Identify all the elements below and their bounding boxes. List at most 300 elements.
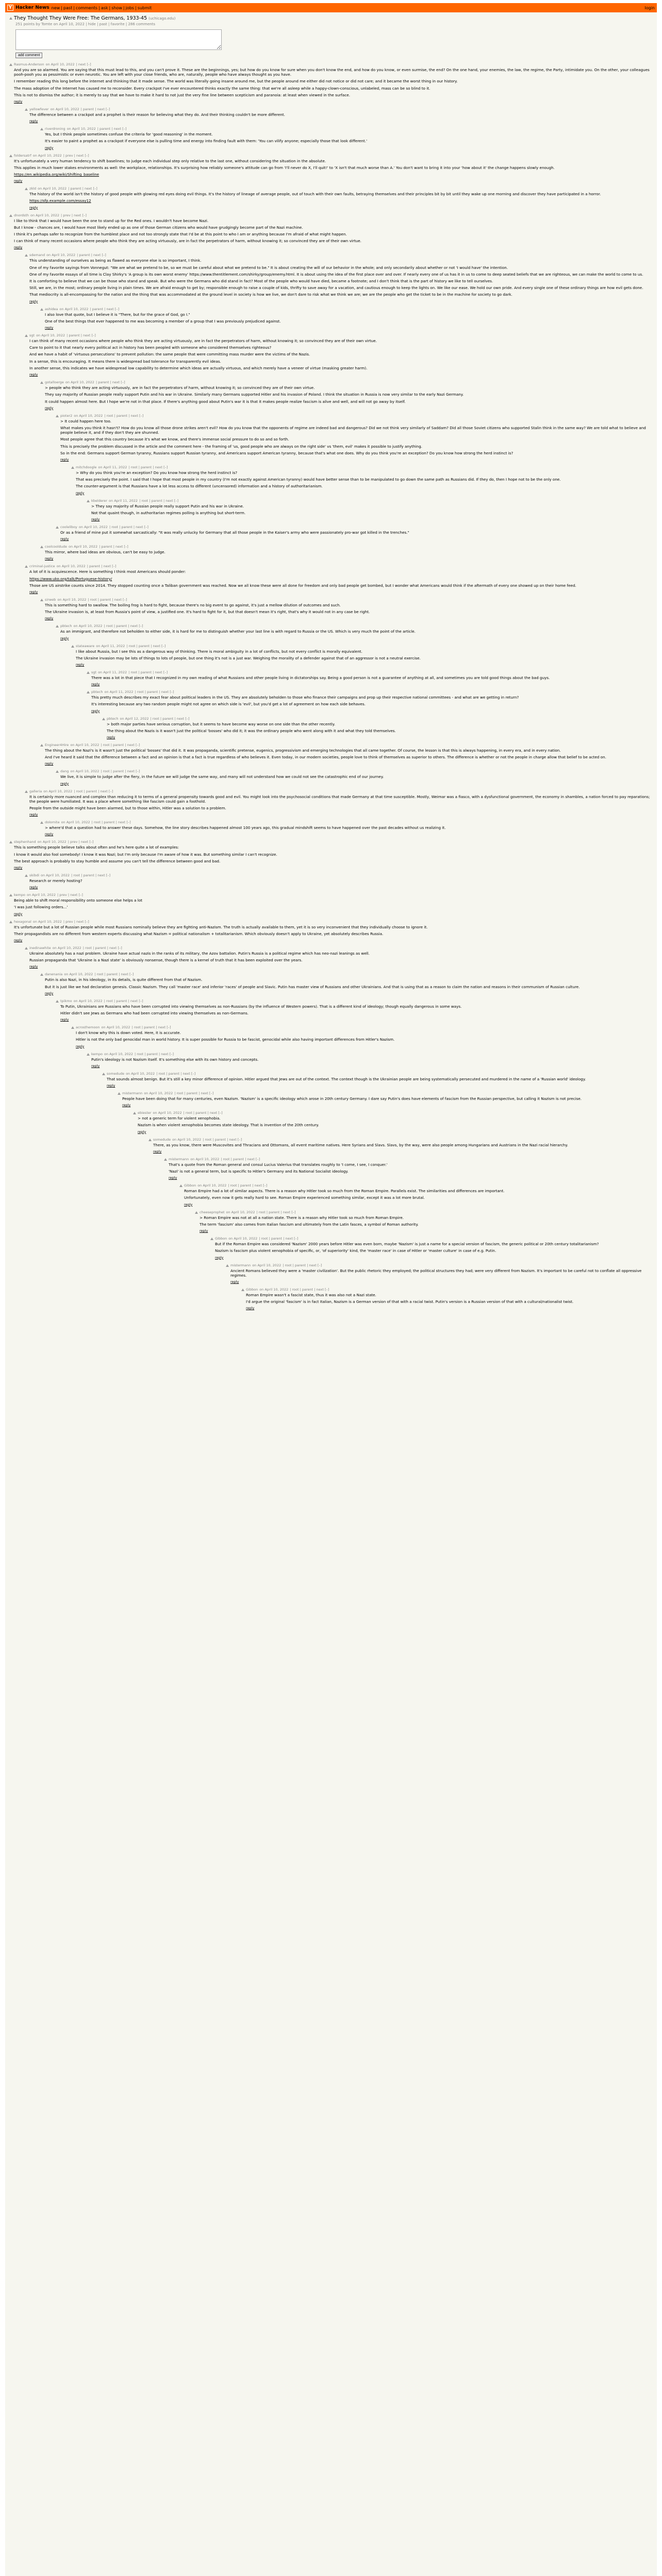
comment — [9, 893, 653, 916]
comment-nav[interactable]: | prev | next [–] — [63, 919, 89, 924]
comment-age[interactable]: on April 10, 2022 — [65, 380, 94, 385]
upvote-icon[interactable] — [195, 1211, 198, 1214]
reply-link[interactable]: reply — [45, 616, 54, 621]
comment-user[interactable]: zkld — [29, 187, 37, 191]
reply-link[interactable]: reply — [138, 1129, 146, 1134]
comment-age[interactable]: on April 10, 2022 — [70, 769, 100, 774]
comment-nav[interactable]: | prev | next [–] — [68, 840, 94, 844]
reply-link[interactable]: reply — [45, 991, 54, 995]
comment-nav[interactable]: | parent | next [–] — [99, 545, 128, 549]
comment-paragraph: It is comforting to believe that we can be those who stand and speak. But who were the Germans who did stand in fact? Most of the people who would have died, became a footnote; and I don't think that is the part of history we like to tell ourselves. — [29, 279, 493, 284]
comment-body — [56, 629, 653, 634]
comment-paragraph: I'd argue the original 'fascism' is in fact Italian, Nazism is a German version of that with a racial twist. Putin's version is a Russian version of that with a cultural/nationalist twist. — [246, 1299, 574, 1304]
comment-paragraph: Most people agree that this country because it's what we know, and there's immense social pressure to do so and so forth. — [60, 437, 289, 442]
comment-nav[interactable]: | root | parent | next [–] — [104, 624, 143, 629]
comment-age[interactable]: on April 10, 2022 — [45, 62, 75, 66]
upvote-icon[interactable] — [71, 645, 74, 648]
nav-link-ask[interactable]: ask — [101, 5, 108, 10]
comment-age[interactable]: on April 10, 2022 — [43, 789, 73, 793]
comment-paragraph: > Roman Empire was not at all a nation state. There is a reason why Hitler took so much from Roman Empire. — [200, 1215, 404, 1220]
reply-link[interactable]: reply — [91, 708, 100, 713]
reply-link[interactable]: reply — [45, 556, 54, 561]
reply-link[interactable]: reply — [14, 911, 23, 916]
comment-nav[interactable]: | root | parent | next [–] — [259, 1236, 299, 1241]
comment-paragraph: Nazism is when violent xenophobia becomes state ideology. That is invention of the 20th century. — [138, 1123, 319, 1128]
reply-link[interactable]: reply — [200, 1229, 208, 1233]
comment-age[interactable]: on April 12, 2022 — [120, 716, 149, 721]
comment-nav[interactable]: | root | parent | next [–] — [104, 413, 144, 418]
comment-age[interactable]: on April 10, 2022 — [30, 213, 59, 217]
comment-nav[interactable]: | parent | next [–] — [87, 564, 117, 569]
upvote-icon[interactable] — [40, 545, 43, 548]
upvote-icon[interactable] — [25, 334, 28, 337]
nav-link-new[interactable]: new — [51, 5, 60, 10]
comment-age[interactable]: on April 10, 2022 — [38, 187, 67, 191]
reply-link[interactable]: reply — [29, 372, 38, 377]
comment-link[interactable]: https://sfp.example.com/essay12 — [29, 198, 91, 204]
reply-link[interactable]: reply — [14, 938, 23, 943]
upvote-icon[interactable] — [56, 999, 59, 1003]
comment-age[interactable]: on April 10, 2022 — [126, 1071, 155, 1076]
comment-age[interactable]: on April 10, 2022 — [56, 564, 86, 569]
comment-user[interactable]: ebiester — [138, 1111, 152, 1115]
comment-paragraph: One of my favorite sayings from Vonnegut: "We are what we pretend to be, so we must be careful about what we pretend to be." It is about creating the will of our behavior in the whole; and only secondarily about whether or not 'I would have' the intention. — [29, 265, 508, 270]
upvote-icon[interactable] — [87, 499, 90, 502]
comment-nav[interactable]: | root | parent | next [–] — [128, 670, 168, 674]
comment-paragraph: There was a lot in that piece that I recognized in my own reading of what Russians and other people living in dictatorships say. Being a good person is not a guarantee of anything at all, and sometimes you are told good things about the bad guys. — [91, 675, 550, 680]
comment — [148, 1138, 653, 1154]
comment-age[interactable]: on April 11, 2022 — [104, 690, 134, 694]
comment-body — [9, 218, 653, 244]
comment-user[interactable]: dolomite — [45, 820, 60, 825]
comment-user[interactable]: acrosthemoon — [76, 1025, 100, 1030]
comment-age[interactable]: on April 10, 2022 — [37, 840, 67, 844]
comment-body — [25, 794, 653, 811]
comment-body — [25, 338, 653, 370]
comment-user[interactable]: danenania — [45, 972, 63, 977]
comment-user[interactable]: cheeseprophet — [200, 1210, 225, 1214]
reply-link[interactable]: reply — [246, 1306, 255, 1311]
comment-user[interactable]: kempo — [91, 1052, 103, 1056]
comment-age[interactable]: on April 10, 2022 — [69, 545, 98, 549]
comment-head — [87, 1052, 653, 1056]
comment — [133, 1111, 653, 1133]
nav-link-submit[interactable]: submit — [137, 5, 152, 10]
comment-age[interactable]: on April 10, 2022 — [59, 307, 89, 311]
comment-age[interactable]: on April 10, 2022 — [64, 972, 93, 977]
comment-nav[interactable]: | root | parent | next [–] — [174, 1091, 214, 1096]
comment-body — [9, 159, 653, 177]
comment-age[interactable]: on April 10, 2022 — [73, 998, 103, 1003]
comment — [87, 499, 653, 521]
comment-age[interactable]: on April 10, 2022 — [252, 1263, 282, 1267]
comment-nav[interactable]: | root | parent | next [–] — [126, 643, 166, 648]
upvote-icon[interactable] — [164, 1158, 167, 1161]
comment-age[interactable]: on April 10, 2022 — [46, 253, 76, 258]
reply-link[interactable]: reply — [184, 1202, 193, 1207]
upvote-icon[interactable] — [25, 874, 28, 877]
comment-user[interactable]: cooleliboy — [60, 524, 77, 529]
nav-link-show[interactable]: show — [111, 5, 122, 10]
reply-link[interactable]: reply — [230, 1279, 239, 1284]
upvote-icon[interactable] — [148, 1138, 152, 1141]
upvote-icon[interactable] — [226, 1264, 229, 1267]
reply-link[interactable]: reply — [153, 1149, 162, 1154]
comment-head — [210, 1236, 653, 1241]
comment-age[interactable]: on April 10, 2022 — [73, 624, 103, 629]
comment-nav[interactable]: | parent | next [–] — [80, 107, 110, 112]
upvote-icon[interactable] — [40, 743, 43, 747]
comment-user[interactable]: sirweb — [45, 597, 56, 602]
comment-nav[interactable]: | next [–] — [76, 62, 91, 66]
reply-link[interactable]: reply — [29, 119, 38, 124]
comment-user[interactable]: mistermann — [169, 1157, 189, 1161]
comment-body — [40, 748, 653, 759]
comment-nav[interactable]: | root | parent | next [–] — [104, 998, 143, 1003]
upvote-icon[interactable] — [9, 920, 12, 923]
reply-link[interactable]: reply — [60, 781, 69, 786]
comment — [40, 545, 653, 561]
comment-nav[interactable]: | root | parent | next [–] — [183, 1111, 223, 1115]
comment-user[interactable]: criminal-justice — [29, 564, 55, 569]
comment-nav[interactable]: | root | parent | next [–] — [203, 1137, 242, 1142]
reply-link[interactable]: reply — [29, 299, 38, 303]
comment-age[interactable]: on April 10, 2022 — [70, 742, 100, 747]
comment-textarea[interactable] — [15, 29, 222, 50]
reply-link[interactable]: reply — [60, 636, 69, 640]
comment-age[interactable]: on April 10, 2022 — [32, 919, 62, 924]
comment-age[interactable]: on April 11, 2022 — [98, 670, 127, 674]
comment-nav[interactable]: | root | parent | next [–] — [91, 820, 131, 825]
comment-head — [25, 333, 653, 337]
nav-separator: | — [135, 5, 137, 10]
comment — [71, 644, 653, 667]
comment-user[interactable]: riverdroning — [45, 127, 65, 131]
comment-age[interactable]: on April 10, 2022 — [41, 873, 70, 878]
comment-head — [71, 465, 653, 469]
comment — [40, 380, 653, 410]
y-logo-icon[interactable]: Y — [7, 5, 13, 11]
comment-user[interactable]: Gibbon — [215, 1236, 227, 1241]
reply-link[interactable]: reply — [76, 490, 85, 495]
comment-user[interactable]: Gibbon — [246, 1287, 258, 1292]
add-comment-button[interactable]: add comment — [15, 53, 42, 58]
comment-head — [40, 598, 653, 602]
comment-age[interactable]: on April 11, 2022 — [109, 498, 138, 503]
reply-link[interactable]: reply — [29, 964, 38, 969]
reply-link[interactable]: reply — [91, 1063, 100, 1068]
comment — [9, 213, 653, 250]
upvote-icon[interactable] — [87, 671, 90, 674]
comment-nav[interactable]: | parent | next [–] — [68, 187, 97, 191]
upvote-icon[interactable] — [25, 108, 28, 111]
comment-user[interactable]: pioter2 — [60, 413, 73, 418]
comment-nav[interactable]: | prev | next [–] — [57, 893, 83, 897]
comment-nav[interactable]: | root | parent | next [–] — [256, 1210, 296, 1214]
comment-user[interactable]: ashidea — [45, 307, 58, 311]
reply-link[interactable]: reply — [29, 589, 38, 594]
comment-age[interactable]: on April 10, 2022 — [104, 1052, 133, 1056]
comment-body — [9, 925, 653, 936]
comment-nav[interactable]: | root | parent | next [–] — [228, 1183, 268, 1188]
comment-user[interactable]: sgt — [91, 670, 97, 674]
comment-user[interactable]: coolcooldude — [45, 545, 68, 549]
upvote-icon[interactable] — [40, 821, 43, 824]
reply-link[interactable]: reply — [169, 1176, 177, 1180]
comment-nav[interactable]: | root | parent | next [–] — [109, 524, 148, 529]
comment-paragraph: People from the outside might have been alarmed, but to those within, Hitler was a solution to a problem. — [29, 806, 226, 810]
comment-user[interactable]: Gibbon — [184, 1183, 196, 1188]
upvote-icon[interactable] — [25, 565, 28, 568]
reply-link[interactable]: reply — [122, 1103, 131, 1108]
reply-link[interactable]: reply — [14, 179, 23, 183]
upvote-icon[interactable] — [87, 1053, 90, 1056]
comment-user[interactable]: tpikmo — [60, 998, 72, 1003]
upvote-icon[interactable] — [9, 893, 12, 896]
comment-age[interactable]: on April 10, 2022 — [61, 820, 90, 825]
comment-user[interactable]: Engineer4Hire — [45, 742, 69, 747]
reply-link[interactable]: reply — [45, 145, 54, 150]
comment-body — [210, 1242, 653, 1253]
comment-nav[interactable]: | root | parent | next [–] — [74, 789, 113, 793]
upvote-icon[interactable] — [133, 1111, 136, 1114]
comment-body — [9, 845, 653, 863]
comment-paragraph: This pretty much describes my exact fear about political leaders in the US. They are absolutely beholden to those who finance their campaigns and prop up their respective national committees - and what are we getting in return? — [91, 695, 519, 700]
comment-age[interactable]: on April 10, 2022 — [101, 1025, 130, 1030]
site-brand[interactable]: Hacker News — [15, 5, 49, 10]
comment-head — [9, 62, 653, 66]
comment-age[interactable]: on April 10, 2022 — [52, 946, 81, 951]
upvote-icon[interactable] — [102, 1072, 105, 1075]
upvote-icon[interactable] — [40, 381, 43, 384]
comment-nav[interactable]: | prev | next [–] — [61, 213, 87, 217]
comment-user[interactable]: stateaware — [76, 643, 95, 648]
reply-link[interactable]: reply — [60, 537, 69, 541]
comment-age[interactable]: on April 10, 2022 — [197, 1183, 227, 1188]
comment-user[interactable]: mistermann — [122, 1091, 143, 1096]
upvote-icon[interactable] — [40, 598, 43, 601]
comment-user[interactable]: stephenhand — [14, 840, 36, 844]
comment-user[interactable]: dnordsth — [14, 213, 29, 217]
upvote-icon[interactable] — [56, 624, 59, 628]
comment-nav[interactable]: | root | parent | next [–] — [131, 1025, 171, 1030]
comment-age[interactable]: on April 10, 2022 — [78, 524, 108, 529]
nav-separator: | — [98, 5, 100, 10]
comment — [210, 1236, 653, 1259]
upvote-icon[interactable] — [25, 946, 28, 950]
comment-nav[interactable]: | prev | next [–] — [63, 153, 89, 158]
upvote-icon[interactable] — [87, 690, 90, 693]
upvote-icon[interactable] — [9, 214, 12, 217]
comment-age[interactable]: on April 11, 2022 — [98, 465, 127, 469]
comment-user[interactable]: somedude — [153, 1137, 171, 1142]
comment-paragraph: > They say majority of Russian people really support Putin and his war in Ukraine. — [91, 503, 244, 509]
upvote-icon[interactable] — [118, 1092, 121, 1095]
comment-user[interactable]: kbelderer — [91, 498, 108, 503]
reply-link[interactable]: reply — [76, 662, 85, 667]
reply-link[interactable]: reply — [215, 1255, 224, 1260]
comment-head — [25, 946, 653, 950]
comment-head — [9, 840, 653, 844]
comment — [40, 598, 653, 620]
reply-link[interactable]: reply — [14, 245, 23, 250]
upvote-icon[interactable] — [179, 1184, 183, 1187]
story — [5, 12, 657, 62]
upvote-icon[interactable] — [102, 717, 105, 720]
upvote-icon[interactable] — [210, 1237, 213, 1240]
comment-nav[interactable]: | parent | next [–] — [90, 307, 120, 311]
comment-nav[interactable]: | root | parent | next [–] — [101, 742, 140, 747]
comment-paragraph: This is something hard to swallow. The boiling frog is hard to fight, because there's no big event to go against, it's just a mellow dilution of outcomes and such. — [45, 602, 341, 607]
comment-paragraph: What makes you think it hasn't? How do you know all those drone strikes aren't evil? How do you know that the opponents of regime are indeed bad and dangerous? Did we not think very similarly of Saddam? Did all those Soviet citizens who supported Stalin think in the same way? We are told what to believe and people believe it, and if they don't they are shunned. — [60, 425, 646, 435]
upvote-icon[interactable] — [25, 790, 28, 793]
comment-age[interactable]: on April 10, 2022 — [32, 153, 62, 158]
comment-body — [87, 695, 653, 706]
comment-nav[interactable]: | root | parent | next [–] — [139, 498, 179, 503]
comment — [241, 1287, 653, 1310]
upvote-icon[interactable] — [241, 1288, 244, 1291]
comment-head — [40, 820, 653, 824]
reply-link[interactable]: reply — [29, 812, 38, 817]
comment-nav[interactable]: | root | parent | next [–] — [128, 465, 168, 469]
reply-link[interactable]: reply — [107, 735, 115, 739]
comment-user[interactable]: yellowfever — [29, 107, 49, 112]
comment-body — [40, 385, 653, 404]
upvote-icon[interactable] — [9, 63, 12, 66]
comment — [179, 1183, 653, 1206]
comment-user[interactable]: mitchdoogle — [76, 465, 97, 469]
comment-nav[interactable]: | root | parent | next [–] — [101, 769, 140, 774]
upvote-icon[interactable] — [40, 973, 43, 976]
comment-head — [71, 1025, 653, 1029]
reply-link[interactable]: reply — [45, 326, 54, 330]
comment-user[interactable]: pbtech — [60, 624, 72, 629]
upvote-icon[interactable] — [71, 1026, 74, 1029]
comment-age[interactable]: on April 10, 2022 — [259, 1287, 289, 1292]
upvote-icon[interactable] — [56, 526, 59, 529]
comment-nav[interactable]: | root | parent | next [–] — [71, 873, 111, 878]
nav-link-comments[interactable]: comments — [75, 5, 98, 10]
reply-link[interactable]: reply — [60, 457, 69, 462]
upvote-icon[interactable] — [9, 154, 12, 157]
comment-user[interactable]: somedude — [107, 1071, 125, 1076]
comment-nav[interactable]: | root | parent | next [–] — [221, 1157, 260, 1161]
comment — [25, 564, 653, 594]
reply-link[interactable]: reply — [45, 761, 54, 766]
comment-user[interactable]: inedinawhite — [29, 946, 51, 951]
upvote-icon[interactable] — [9, 840, 12, 843]
comment-nav[interactable]: | parent | next [–] — [95, 380, 125, 385]
comment-nav[interactable]: | parent | next [–] — [67, 333, 96, 338]
upvote-icon[interactable] — [56, 770, 59, 773]
comment-head — [118, 1091, 653, 1095]
comment-user[interactable]: pbtech — [91, 690, 103, 694]
comment-user[interactable]: dang — [60, 769, 69, 774]
comment-link[interactable]: https://www.uko.org/talk/Portuguese-history/ — [29, 576, 112, 581]
comment-nav[interactable]: | root | parent | next [–] — [94, 972, 134, 977]
reply-link[interactable]: reply — [91, 682, 100, 687]
upvote-icon[interactable] — [25, 187, 28, 190]
comment-user[interactable]: kempo — [14, 893, 25, 897]
reply-link[interactable]: reply — [14, 99, 23, 104]
comment-body — [56, 419, 653, 455]
comment-user[interactable]: pbtech — [107, 716, 119, 721]
comment-nav[interactable]: | parent | next [–] — [77, 253, 106, 258]
comment-nav[interactable]: | root | parent | next [–] — [88, 597, 127, 602]
comment-paragraph: Research or merely hosting? — [29, 878, 82, 884]
upvote-icon[interactable] — [25, 253, 28, 257]
comment-nav[interactable]: | root | parent | next [–] — [135, 690, 174, 694]
comment-nav[interactable]: | parent | next [–] — [97, 127, 127, 131]
comment-user[interactable]: galleria — [29, 789, 42, 793]
comment-body — [25, 112, 653, 117]
story-title[interactable]: They Thought They Were Free: The Germans, 1933-45 — [14, 15, 147, 21]
login-link[interactable]: login — [644, 5, 655, 10]
comment-age[interactable]: on April 10, 2022 — [226, 1210, 255, 1214]
reply-link[interactable]: reply — [45, 405, 54, 410]
comment-user[interactable]: gotalloerge — [45, 380, 64, 385]
comment-age[interactable]: on April 10, 2022 — [228, 1236, 258, 1241]
reply-link[interactable]: reply — [29, 205, 38, 210]
comment-user[interactable]: hexagonal — [14, 919, 31, 924]
comment-user[interactable]: skibdi — [29, 873, 40, 878]
comment-age[interactable]: on April 10, 2022 — [50, 107, 79, 112]
reply-link[interactable]: reply — [107, 1083, 115, 1088]
comment — [102, 1072, 653, 1088]
comment-age[interactable]: on April 11, 2022 — [96, 643, 125, 648]
comment-user[interactable]: Rasmus-Anderson — [14, 62, 44, 66]
reply-link[interactable]: reply — [45, 832, 54, 837]
comment-paragraph: Nazism is fascism plus violent xenophobia of specific, or, 'of superiority' kind, the 'master race' in case of Hitler or 'master culture' in case of e.g. Putin. — [215, 1248, 496, 1253]
upvote-icon[interactable] — [71, 466, 74, 469]
comment-nav[interactable]: | root | parent | next [–] — [82, 946, 122, 951]
comment-age[interactable]: on April 10, 2022 — [67, 127, 96, 131]
comment-user[interactable]: mistermann — [230, 1263, 251, 1267]
upvote-icon[interactable] — [40, 308, 43, 311]
comment-nav[interactable]: | root | parent | next [–] — [150, 716, 190, 721]
upvote-icon[interactable] — [40, 127, 43, 130]
reply-link[interactable]: reply — [91, 517, 100, 521]
reply-link[interactable]: reply — [60, 1018, 69, 1022]
comment-age[interactable]: on April 10, 2022 — [172, 1137, 202, 1142]
comment-nav[interactable]: | root | parent | next [–] — [156, 1071, 196, 1076]
comment-age[interactable]: on April 10, 2022 — [190, 1157, 220, 1161]
nav-link-past[interactable]: past — [63, 5, 73, 10]
comment-age[interactable]: on April 10, 2022 — [144, 1091, 173, 1096]
comment-link[interactable]: https://en.wikipedia.org/wiki/Shifting_baseline — [14, 172, 100, 177]
upvote-icon[interactable] — [9, 16, 12, 20]
comment-nav[interactable]: | root | parent | next [–] — [135, 1052, 174, 1056]
upvote-icon[interactable] — [56, 414, 59, 417]
comment-age[interactable]: on April 10, 2022 — [36, 333, 65, 338]
story-site[interactable]: (uchicago.edu) — [148, 16, 176, 21]
comment-age[interactable]: on April 10, 2022 — [74, 413, 103, 418]
comment-user[interactable]: foldersatrf — [14, 153, 31, 158]
comment-user[interactable]: sgt — [29, 333, 35, 338]
comment-age[interactable]: on April 10, 2022 — [26, 893, 56, 897]
comment-age[interactable]: on April 10, 2022 — [153, 1111, 182, 1115]
comment-body — [25, 569, 653, 588]
comment-age[interactable]: on April 10, 2022 — [57, 597, 87, 602]
comment-nav[interactable]: | root | parent | next [–] — [283, 1263, 322, 1267]
reply-link[interactable]: reply — [29, 885, 38, 890]
comment-user[interactable]: sdemand — [29, 253, 45, 258]
nav-link-jobs[interactable]: jobs — [125, 5, 134, 10]
reply-link[interactable]: reply — [14, 866, 23, 870]
comment-nav[interactable]: | root | parent | next [–] — [290, 1287, 329, 1292]
comment-paragraph: The thing about the Nazi's is it wasn't just the political 'bosses' that did it. It was propaganda, scientific pretense, eugenics, progressivism and emerging technologies that all came together. Of course, the lesson is that this is always happening, in every era, and in every nation. — [45, 748, 561, 753]
reply-link[interactable]: reply — [76, 1044, 85, 1048]
